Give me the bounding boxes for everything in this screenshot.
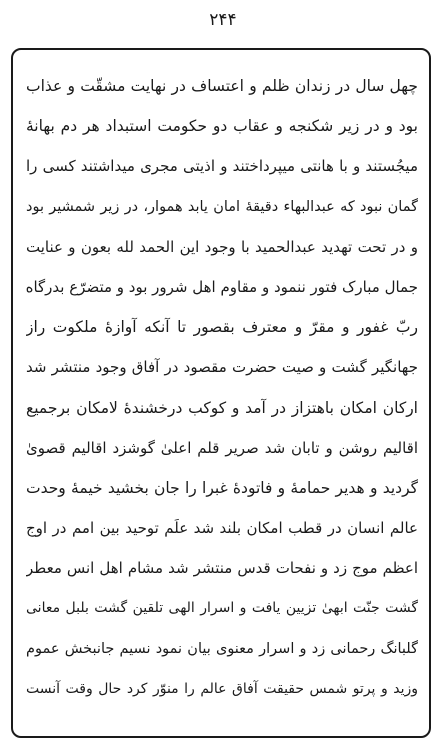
- text-body: [26, 66, 418, 724]
- text-line: ارکان امکان باهتزاز در آمد و کوکب درخشندهٔ لامکان برجمیع: [26, 398, 418, 417]
- text-line: اقالیم روشن و تابان شد صریر قلم اعلیٰ گوشزد اقالیم قصویٰ: [26, 438, 418, 457]
- text-line: گلبانگ رحمانی زد و اسرار معنوی بیان نمود نسیم جانبخش عموم: [26, 640, 418, 657]
- page-number: ۲۴۴: [209, 10, 237, 30]
- text-line: اعظم موج زد و نفحات قدس منتشر شد مشام اهل انس معطر: [26, 559, 418, 578]
- text-line: ربّ غفور و مقرّ و معترف بقصور تا آنکه آوازهٔ ملکوت راز: [26, 318, 418, 337]
- text-line: عالم انسان در قطب امکان بلند شد علَم توحید بین امم در اوج: [26, 519, 418, 538]
- text-line: جهانگیر گشت و صیت حضرت مقصود در آفاق وجود منتشر شد: [26, 358, 418, 377]
- text-line: گردید و هدیر حمامهٔ و فاتودهٔ غبرا را جان بخشید خیمهٔ وحدت: [26, 478, 418, 497]
- text-line: میجُستند و با هانتی میپرداختند و اذیتی مجری میداشتند کسی را: [26, 157, 418, 176]
- text-line: گمان نبود که عبدالبهاء دقیقهٔ امان یابد هموار، در زیر شمشیر بود: [26, 198, 418, 215]
- text-line: وزید و پرتو شمس حقیقت آفاق عالم را منوّر کرد حال وقت آنست: [26, 680, 418, 697]
- text-line: بود و در زیر شکنجه و عقاب دو حکومت استبداد هر دم بهانهٔ: [26, 117, 418, 136]
- text-line: جمال مبارک فتور ننمود و مقاوم اهل شرور بود و متضرّع بدرگاه: [26, 277, 418, 296]
- text-line: گشت جنّت ابهیٰ تزیین یافت و اسرار الهی تلقین گشت بلبل معانی: [26, 600, 418, 617]
- text-line: و در تحت تهدید عبدالحمید با وجود این الحمد لله بعون و عنایت: [26, 237, 418, 256]
- text-line: چهل سال در زندان ظلم و اعتساف در نهایت مشقّت و عذاب: [26, 77, 418, 95]
